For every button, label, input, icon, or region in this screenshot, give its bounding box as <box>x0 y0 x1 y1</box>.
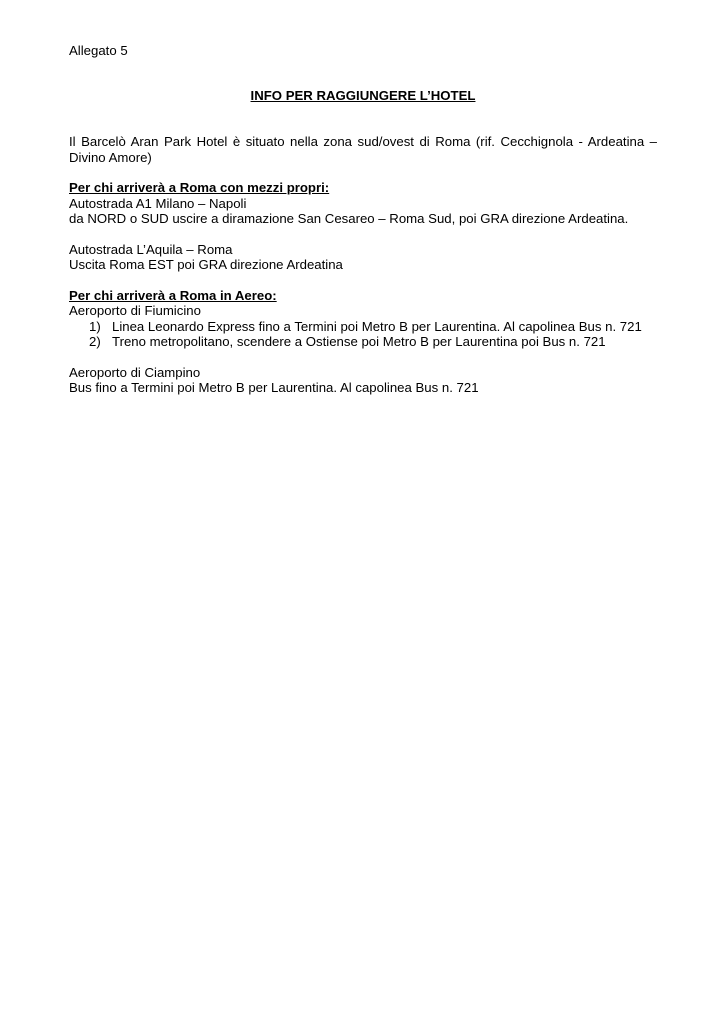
list-item-text: Treno metropolitano, scendere a Ostiense poi Metro B per Laurentina poi Bus n. 721 <box>112 334 606 349</box>
list-item <box>89 334 657 350</box>
motorway-a1-directions: da NORD o SUD uscire a diramazione San Cesareo – Roma Sud, poi GRA direzione Ardeatina. <box>69 211 629 226</box>
by-car-section <box>69 180 657 227</box>
list-item-text: Linea Leonardo Express fino a Termini poi Metro B per Laurentina. Al capolinea Bus n. 721 <box>112 318 642 334</box>
ciampino-directions: Bus fino a Termini poi Metro B per Laurentina. Al capolinea Bus n. 721 <box>69 380 479 395</box>
motorway-aquila-section <box>69 242 657 273</box>
motorway-aquila-name: Autostrada L’Aquila – Roma <box>69 241 233 257</box>
by-air-heading: Per chi arriverà a Roma in Aereo: <box>69 287 277 303</box>
motorway-a1-name: Autostrada A1 Milano – Napoli <box>69 195 247 211</box>
list-item-number: 1) <box>89 318 101 334</box>
document-title: INFO PER RAGGIUNGERE L’HOTEL <box>250 87 476 103</box>
ciampino-airport-name: Aeroporto di Ciampino <box>69 364 201 380</box>
intro-paragraph: Il Barcelò Aran Park Hotel è situato nella zona sud/ovest di Roma (rif. Cecchignola - Ardeatina – Divino Amore) <box>69 134 657 165</box>
attachment-label: Allegato 5 <box>69 43 128 58</box>
list-item <box>89 319 657 335</box>
fiumicino-options-list <box>69 319 657 350</box>
ciampino-section <box>69 365 657 396</box>
fiumicino-airport-name: Aeroporto di Fiumicino <box>69 303 201 318</box>
list-item-number: 2) <box>89 334 101 349</box>
by-car-heading: Per chi arriverà a Roma con mezzi propri: <box>69 180 330 195</box>
by-air-section <box>69 288 657 350</box>
document-page <box>69 43 657 411</box>
motorway-aquila-directions: Uscita Roma EST poi GRA direzione Ardeatina <box>69 257 343 272</box>
